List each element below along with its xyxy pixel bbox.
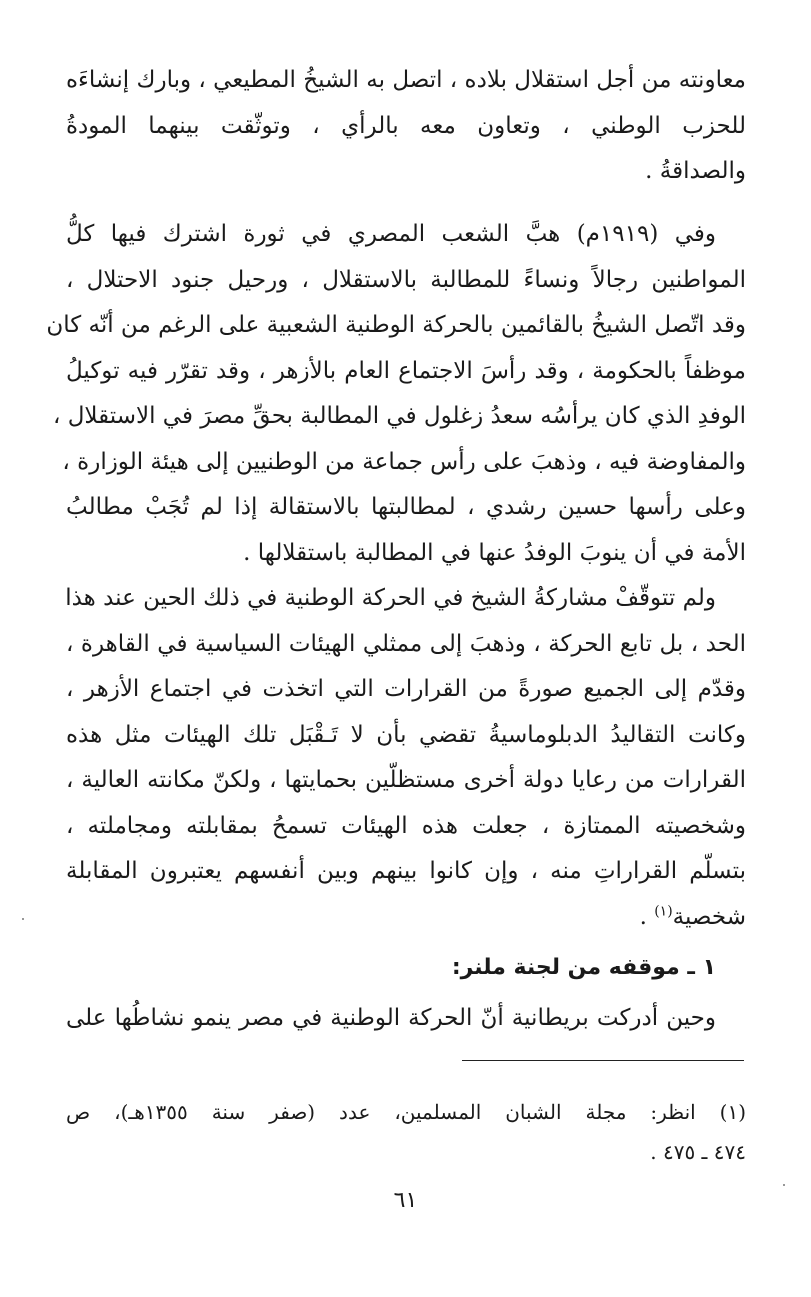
text-line: ولم تتوقّفْ مشاركةُ الشيخ في الحركة الوطنية في ذلك الحين عند هذا [65,585,716,611]
paragraph-1 [66,58,746,195]
last-word: شخصية [672,903,746,930]
text-line: الحد ، بل تابع الحركة ، وذهبَ إلى ممثلي الهيئات السياسية في القاهرة ، [66,630,746,657]
text-line: القرارات من رعايا دولة أخرى مستظلّين بحمايتها ، ولكنّ مكانته العالية ، [66,767,746,793]
text-line: موظفاً بالحكومة ، وقد رأسَ الاجتماع العام بالأزهر ، وقد تقرّر فيه توكيلُ [66,357,746,384]
paragraph-3 [66,576,746,940]
sentence-end: . [639,903,655,930]
paragraph-2 [46,212,746,576]
text-line: وفي (١٩١٩م) هبَّ الشعب المصري في ثورة اشترك فيها كلُّ [66,221,716,247]
text-line: والمفاوضة فيه ، وذهبَ على رأس جماعة من الوطنيين إلى هيئة الوزارة ، [62,448,746,475]
text-line: والصداقةُ . [645,158,746,184]
footnote [66,1092,746,1172]
text-line: للحزب الوطني ، وتعاون معه بالرأي ، وتوثّقت بينهما المودةُ [66,112,746,139]
text-line: وكانت التقاليدُ الدبلوماسيةُ تقضي بأن لا تَـقْبَل تلك الهيئات مثل هذه [66,721,746,748]
text-line: المواطنين رجالاً ونساءً للمطالبة بالاستقلال ، ورحيل جنود الاحتلال ، [66,266,746,293]
footnote-line: (١) انظر: مجلة الشبان المسلمين، عدد (صفر سنة ١٣٥٥هـ)، ص [66,1100,747,1124]
footnote-reference[interactable]: (١) [654,902,673,919]
page-number: ٦١ [393,1188,418,1213]
footnote-line: ٤٧٤ ـ ٤٧٥ . [650,1140,746,1164]
paragraph-4 [66,996,746,1042]
text-line: معاونته من أجل استقلال بلاده ، اتصل به الشيخُ المطيعي ، وبارك إنشاءَه [66,67,746,93]
section-heading: ١ ـ موقفه من لجنة ملنر: [451,955,716,980]
scan-speck [22,918,24,920]
text-line: وشخصيته الممتازة ، جعلت هذه الهيئات تسمحُ بمقابلته ومجاملته ، [66,812,746,839]
text-line: وقدّم إلى الجميع صورةً من القرارات التي اتخذت في اجتماع الأزهر ، [66,676,746,702]
text-line: الأمة في أن ينوبَ الوفدُ عنها في المطالبة باستقلالها . [243,539,746,566]
scan-speck [783,1184,785,1186]
text-line: وقد اتّصل الشيخُ بالقائمين بالحركة الوطنية الشعبية على الرغم من أنّه كان [46,312,746,338]
text-line: وعلى رأسها حسين رشدي ، لمطالبتها بالاستقالة إذا لم تُجَبْ مطالبُ [66,494,746,520]
footnote-divider [462,1060,744,1061]
text-line [66,895,746,941]
text-line: بتسلّم القراراتِ منه ، وإن كانوا بينهم وبين أنفسهم يعتبرون المقابلة [66,858,746,884]
text-line: الوفدِ الذي كان يرأسُه سعدُ زغلول في المطالبة بحقِّ مصرَ في الاستقلال ، [52,403,746,429]
text-line: وحين أدركت بريطانية أنّ الحركة الوطنية في مصر ينمو نشاطُها على [66,1005,716,1031]
